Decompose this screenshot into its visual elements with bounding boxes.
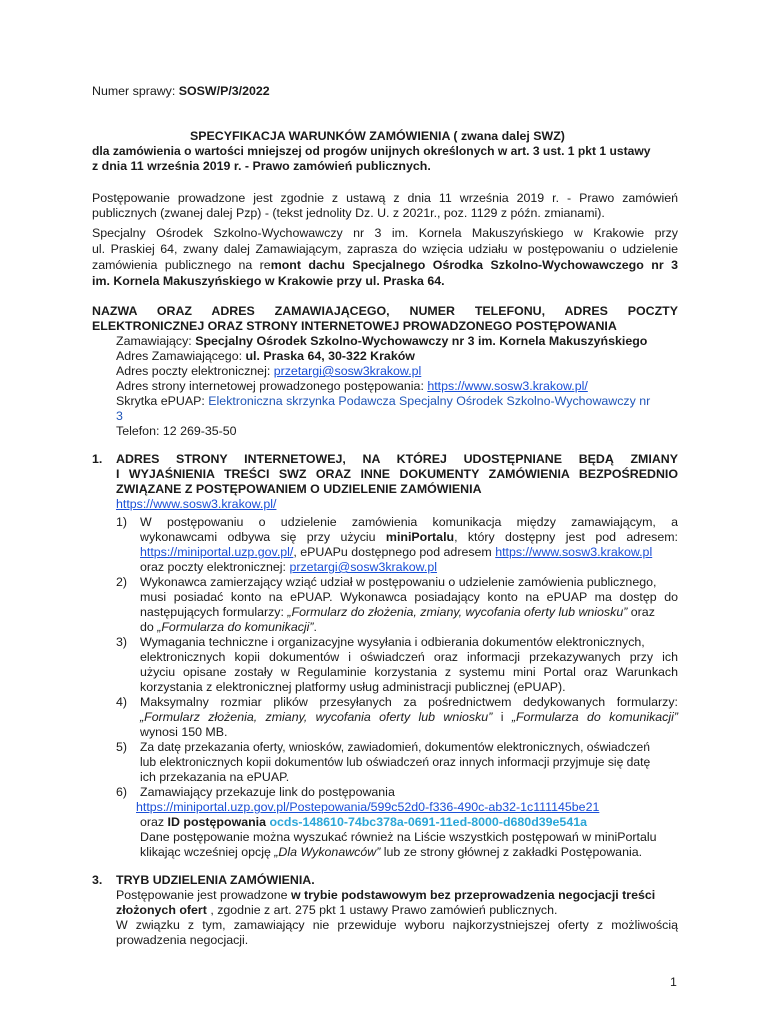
item-6-text: klikając wcześniej opcję [140, 845, 275, 859]
section-1-heading-line2: I WYJAŚNIENIA TREŚCI SWZ ORAZ INNE DOKUMENTY ZAMÓWIENIA BEZPOŚREDNIO [116, 467, 678, 481]
item-2-number: 2) [116, 575, 128, 589]
item-6-line4: Dane postępowanie można wyszukać również na Liście wszystkich postępowań w miniPortalu [140, 830, 657, 844]
section-1-heading-line3: ZWIĄZANE Z POSTĘPOWANIEM O UDZIELENIE ZAMÓWIENIA [116, 482, 482, 496]
case-number-label: Numer sprawy: [92, 84, 179, 98]
item-2-form-name: „Formularz do złożenia, zmiany, wycofania oferty lub wniosku” [287, 605, 628, 619]
postepowanie-link[interactable]: https://miniportal.uzp.gov.pl/Postepowania/599c52d0-f336-490c-ab32-1c111145be21 [136, 800, 600, 814]
item-3-number: 3) [116, 635, 128, 649]
section-3-text-cont: , zgodnie z art. 275 pkt 1 ustawy Prawo zamówień publicznych. [206, 903, 558, 917]
item-2-line1: Wykonawca zamierzający wziąć udział w postępowaniu o udzielenie zamówienia publicznego, [140, 575, 657, 589]
site-link[interactable]: https://www.sosw3.krakow.pl/ [427, 379, 588, 393]
email-link[interactable]: przetargi@sosw3krakow.pl [273, 364, 422, 378]
item-2-line2: musi posiadać konto na ePUAP. Wykonawca posiadający konto na ePUAP ma dostęp do [140, 590, 678, 604]
item-1-email-label: oraz poczty elektronicznej: [140, 560, 290, 574]
item-5-number: 5) [116, 740, 128, 754]
intro-paragraph-1-line1: Postępowanie prowadzone jest zgodnie z ustawą z dnia 11 września 2019 r. - Prawo zamówień [92, 191, 678, 205]
buyer-label: Zamawiający: [116, 334, 196, 348]
section-3-mode-cont: złożonych ofert [116, 903, 207, 917]
document-subtitle-line1: dla zamówienia o wartości mniejszej od progów unijnych określonych w art. 3 ust. 1 pkt 1 ustawy [92, 144, 651, 158]
item-5-line3: ich przekazania na ePUAP. [140, 770, 290, 784]
section-1-heading-line1: ADRES STRONY INTERNETOWEJ, NA KTÓREJ UDOSTĘPNIANE BĘDĄ ZMIANY [116, 452, 678, 466]
item-1-line3 [140, 545, 652, 560]
item-1-number: 1) [116, 515, 128, 529]
item-6-option: „Dla Wykonawców” [274, 845, 381, 859]
document-subtitle-line2: z dnia 11 września 2019 r. - Prawo zamówień publicznych. [92, 159, 431, 173]
address-label: Adres Zamawiającego: [116, 349, 246, 363]
item-1-email-link[interactable]: przetargi@sosw3krakow.pl [289, 560, 438, 574]
section-3-line4: prowadzenia negocjacji. [116, 933, 249, 947]
item-6-line3 [140, 815, 587, 830]
case-number [92, 84, 270, 99]
epuap-value: Elektroniczna skrzynka Podawcza Specjalny Ośrodek Szkolno-Wychowawczy nr [208, 394, 651, 408]
item-4-line1: Maksymalny rozmiar plików przesyłanych za pośrednictwem dedykowanych formularzy: [140, 695, 678, 709]
item-6-text-cont: lub ze strony głównej z zakładki Postępowania. [380, 845, 643, 859]
item-1-text-cont: , który dostępny jest pod adresem: [454, 530, 678, 544]
item-1-epuap-text: , ePUAPu dostępnego pod adresem [293, 545, 496, 559]
contact-heading-line1: NAZWA ORAZ ADRES ZAMAWIAJĄCEGO, NUMER TELEFONU, ADRES POCZTY [92, 304, 678, 318]
epuap-row [116, 394, 650, 409]
epuap-label: Skrytka ePUAP: [116, 394, 209, 408]
contact-heading-line2: ELEKTRONICZNEJ ORAZ STRONY INTERNETOWEJ PROWADZONEGO POSTĘPOWANIA [92, 319, 617, 333]
buyer-row [116, 334, 647, 349]
item-4-form-name: „Formularz złożenia, zmiany, wycofania oferty lub wniosku” [140, 710, 493, 724]
item-1-line2 [140, 530, 678, 545]
item-4-line3: wynosi 150 MB. [140, 725, 228, 739]
item-3-line1: Wymagania techniczne i organizacyjne wysyłania i odbierania dokumentów elektronicznych, [140, 635, 645, 649]
item-6-line1: Zamawiający przekazuje link do postępowania [140, 785, 395, 799]
site-row [116, 379, 588, 394]
item-6-oraz: oraz [140, 815, 168, 829]
item-6-line2 [136, 800, 599, 815]
item-1-line1: W postępowaniu o udzielenie zamówienia komunikacja między zamawiającym, a [140, 515, 678, 529]
site-label: Adres strony internetowej prowadzonego postępowania: [116, 379, 428, 393]
intro-subject-bold: mont dachu Specjalnego Ośrodka Szkolno-Wychowawczego nr 3 [270, 258, 678, 272]
item-3-line2: elektronicznych kopii dokumentów i oświadczeń oraz informacji przekazywanych przy ich [140, 650, 678, 664]
phone-row [116, 424, 237, 439]
item-3-line3: użyciu opisane zostały w Regulaminie korzystania z systemu mini Portal oraz Warunkach [140, 665, 678, 679]
item-5-line1: Za datę przekazania oferty, wniosków, zawiadomień, dokumentów elektronicznych, oświadczeń [140, 740, 650, 754]
item-6-line5 [140, 845, 642, 860]
intro-text: zamówienia publicznego na re [92, 258, 271, 272]
sosw3-link[interactable]: https://www.sosw3.krakow.pl [495, 545, 653, 559]
epuap-value-continued: 3 [116, 409, 123, 423]
section-3-text: Postępowanie jest prowadzone [116, 888, 291, 902]
section-3-line1 [116, 888, 655, 903]
item-2-text: następujących formularzy: [140, 605, 288, 619]
item-2-line4 [140, 620, 317, 635]
item-5-line2: lub elektronicznych kopii dokumentów lub oświadczeń oraz innych informacji przyjmuje się datę [140, 755, 651, 769]
address-value: ul. Praska 64, 30-322 Kraków [245, 349, 415, 363]
section-3-line2 [116, 903, 557, 918]
item-4-and: i [492, 710, 512, 724]
intro-paragraph-2-line3 [92, 258, 678, 273]
intro-paragraph-2-line2: ul. Praskiej 64, zwany dalej Zamawiającym, zaprasza do wzięcia udziału w postępowaniu o udzielenie [92, 242, 678, 256]
intro-paragraph-2-line1: Specjalny Ośrodek Szkolno-Wychowawczy nr 3 im. Kornela Makuszyńskiego w Krakowie przy [92, 226, 678, 240]
item-4-line2 [140, 710, 678, 725]
buyer-value: Specjalny Ośrodek Szkolno-Wychowawczy nr 3 im. Kornela Makuszyńskiego [195, 334, 648, 348]
intro-paragraph-2-line4: im. Kornela Makuszyńskiego w Krakowie przy ul. Praska 64. [92, 274, 445, 288]
case-number-value: SOSW/P/3/2022 [178, 84, 270, 98]
item-1-miniportal: miniPortalu [385, 530, 455, 544]
item-1-text: wykonawcami odbywa się przy użyciu [140, 530, 386, 544]
document-title: SPECYFIKACJA WARUNKÓW ZAMÓWIENIA ( zwana dalej SWZ) [190, 129, 565, 143]
item-6-number: 6) [116, 785, 128, 799]
item-3-line4: korzystania z elektronicznej platformy usług administracji publicznej (ePUAP). [140, 680, 566, 694]
email-row [116, 364, 421, 379]
email-label: Adres poczty elektronicznej: [116, 364, 274, 378]
section-3-number: 3. [92, 873, 103, 887]
item-2-form-comm: „Formularza do komunikacji” [157, 620, 314, 634]
item-2-text-cont: oraz [627, 605, 655, 619]
section-1-link-row [116, 497, 276, 512]
section-1-number: 1. [92, 452, 103, 466]
item-2-line3 [140, 605, 655, 620]
section-3-heading: TRYB UDZIELENIA ZAMÓWIENIA. [116, 873, 315, 887]
section-3-mode: w trybie podstawowym bez przeprowadzenia negocjacji treści [290, 888, 656, 902]
page-number: 1 [670, 975, 677, 989]
phone-label: Telefon: [116, 424, 163, 438]
item-6-id-value: ocds-148610-74bc378a-0691-11ed-8000-d680d39e541a [269, 815, 588, 829]
phone-value: 12 269-35-50 [162, 424, 237, 438]
item-2-do: do [140, 620, 158, 634]
miniportal-link[interactable]: https://miniportal.uzp.gov.pl/ [140, 545, 294, 559]
item-1-line4 [140, 560, 437, 575]
item-4-form-comm: „Formularza do komunikacji” [511, 710, 679, 724]
address-row [116, 349, 415, 364]
item-6-id-label: ID postępowania [167, 815, 270, 829]
item-4-number: 4) [116, 695, 128, 709]
section-1-link[interactable]: https://www.sosw3.krakow.pl/ [116, 497, 277, 511]
item-2-period: . [313, 620, 317, 634]
intro-paragraph-1-line2: publicznych (zwanej dalej Pzp) - (tekst jednolity Dz. U. z 2021r., poz. 1129 z późn. zmianami). [92, 206, 605, 220]
section-3-line3: W związku z tym, zamawiający nie przewiduje wyboru najkorzystniejszej oferty z możliwością [116, 918, 678, 932]
